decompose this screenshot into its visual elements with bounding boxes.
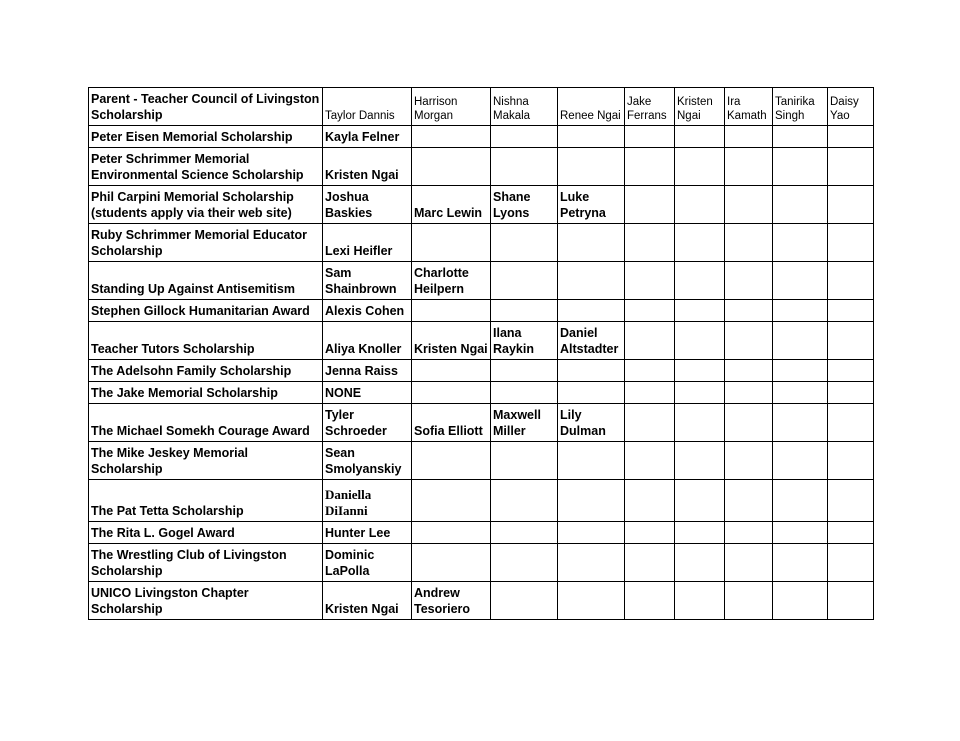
winner-cell	[491, 262, 558, 300]
award-name-cell: The Pat Tetta Scholarship	[89, 480, 323, 522]
winner-cell	[625, 360, 675, 382]
header-name-cell: Harrison Morgan	[412, 88, 491, 126]
winner-cell	[558, 582, 625, 620]
winner-cell	[558, 382, 625, 404]
winner-cell	[773, 224, 828, 262]
header-name-cell: Tanirika Singh	[773, 88, 828, 126]
winner-cell: Sofia Elliott	[412, 404, 491, 442]
award-name-cell: The Rita L. Gogel Award	[89, 522, 323, 544]
winner-cell	[773, 544, 828, 582]
winner-cell: Marc Lewin	[412, 186, 491, 224]
table-row	[89, 582, 874, 620]
header-name-cell: Kristen Ngai	[675, 88, 725, 126]
winner-cell	[773, 148, 828, 186]
winner-cell	[412, 442, 491, 480]
winner-cell	[558, 360, 625, 382]
header-name-cell: Jake Ferrans	[625, 88, 675, 126]
winner-cell	[773, 382, 828, 404]
winner-cell	[491, 382, 558, 404]
winner-cell	[675, 300, 725, 322]
winner-cell	[675, 360, 725, 382]
winner-cell	[625, 442, 675, 480]
winner-cell	[675, 322, 725, 360]
award-name-cell: Ruby Schrimmer Memorial Educator Scholarship	[89, 224, 323, 262]
winner-cell	[828, 582, 874, 620]
winner-cell	[625, 262, 675, 300]
award-name-cell: Peter Eisen Memorial Scholarship	[89, 126, 323, 148]
winner-cell	[675, 224, 725, 262]
winner-cell	[773, 582, 828, 620]
winner-cell	[725, 480, 773, 522]
winner-cell	[412, 480, 491, 522]
winner-cell	[828, 262, 874, 300]
winner-cell	[828, 126, 874, 148]
winner-cell	[773, 480, 828, 522]
winner-cell	[625, 582, 675, 620]
winner-cell	[725, 522, 773, 544]
table-row	[89, 480, 874, 522]
winner-cell: Ilana Raykin	[491, 322, 558, 360]
winner-cell	[491, 544, 558, 582]
winner-cell	[828, 148, 874, 186]
winner-cell	[773, 186, 828, 224]
winner-cell: Kayla Felner	[323, 126, 412, 148]
winner-cell: Sam Shainbrown	[323, 262, 412, 300]
winner-cell	[773, 442, 828, 480]
award-name-cell: The Wrestling Club of Livingston Scholarship	[89, 544, 323, 582]
winner-cell	[558, 126, 625, 148]
winner-cell	[675, 126, 725, 148]
winner-cell	[828, 544, 874, 582]
winner-cell	[675, 544, 725, 582]
award-name-cell: UNICO Livingston Chapter Scholarship	[89, 582, 323, 620]
winner-cell	[625, 322, 675, 360]
winner-cell	[675, 442, 725, 480]
winner-cell: Kristen Ngai	[412, 322, 491, 360]
winner-cell	[558, 544, 625, 582]
winner-cell	[491, 126, 558, 148]
winner-cell	[725, 322, 773, 360]
winner-cell	[773, 300, 828, 322]
winner-cell	[558, 224, 625, 262]
table-row	[89, 522, 874, 544]
header-name-cell: Renee Ngai	[558, 88, 625, 126]
award-name-cell: The Adelsohn Family Scholarship	[89, 360, 323, 382]
winner-cell	[725, 126, 773, 148]
table-row	[89, 148, 874, 186]
table-row	[89, 544, 874, 582]
winner-cell	[675, 148, 725, 186]
winner-cell	[491, 224, 558, 262]
winner-cell: Aliya Knoller	[323, 322, 412, 360]
winner-cell	[412, 360, 491, 382]
award-name-cell: The Mike Jeskey Memorial Scholarship	[89, 442, 323, 480]
header-name-cell: Taylor Dannis	[323, 88, 412, 126]
winner-cell	[412, 382, 491, 404]
winner-cell	[828, 224, 874, 262]
winner-cell	[773, 126, 828, 148]
winner-cell	[773, 522, 828, 544]
winner-cell	[773, 322, 828, 360]
table-row	[89, 404, 874, 442]
winner-cell: Lexi Heifler	[323, 224, 412, 262]
table-row	[89, 300, 874, 322]
award-name-cell: Peter Schrimmer Memorial Environmental Science Scholarship	[89, 148, 323, 186]
winner-cell	[491, 442, 558, 480]
winner-cell	[625, 382, 675, 404]
winner-cell	[412, 300, 491, 322]
winner-cell	[725, 186, 773, 224]
winner-cell	[828, 186, 874, 224]
winner-cell	[625, 404, 675, 442]
winner-cell: Tyler Schroeder	[323, 404, 412, 442]
table-row	[89, 382, 874, 404]
scholarship-table	[88, 87, 874, 620]
table-row	[89, 442, 874, 480]
winner-cell: Daniel Altstadter	[558, 322, 625, 360]
winner-cell	[725, 360, 773, 382]
winner-cell	[828, 442, 874, 480]
winner-cell	[773, 404, 828, 442]
table-row	[89, 262, 874, 300]
winner-cell	[412, 148, 491, 186]
winner-cell	[412, 522, 491, 544]
header-title-cell: Parent - Teacher Council of Livingston Scholarship	[89, 88, 323, 126]
winner-cell	[491, 300, 558, 322]
winner-cell	[828, 300, 874, 322]
award-name-cell: Stephen Gillock Humanitarian Award	[89, 300, 323, 322]
winner-cell: Lily Dulman	[558, 404, 625, 442]
award-name-cell: Standing Up Against Antisemitism	[89, 262, 323, 300]
winner-cell	[725, 404, 773, 442]
winner-cell	[828, 360, 874, 382]
winner-cell	[725, 382, 773, 404]
winner-cell	[558, 262, 625, 300]
award-name-cell: Phil Carpini Memorial Scholarship (students apply via their web site)	[89, 186, 323, 224]
winner-cell	[675, 522, 725, 544]
winner-cell	[558, 148, 625, 186]
winner-cell	[625, 522, 675, 544]
winner-cell	[625, 126, 675, 148]
winner-cell: Kristen Ngai	[323, 148, 412, 186]
winner-cell	[491, 360, 558, 382]
winner-cell: NONE	[323, 382, 412, 404]
table-row	[89, 126, 874, 148]
winner-cell	[725, 148, 773, 186]
table-row	[89, 224, 874, 262]
winner-cell: Kristen Ngai	[323, 582, 412, 620]
winner-cell	[675, 480, 725, 522]
header-name-cell: Daisy Yao	[828, 88, 874, 126]
header-row	[89, 88, 874, 126]
winner-cell	[675, 382, 725, 404]
winner-cell	[625, 186, 675, 224]
winner-cell	[558, 300, 625, 322]
winner-cell: Daniella DiIanni	[323, 480, 412, 522]
winner-cell	[675, 262, 725, 300]
winner-cell	[625, 544, 675, 582]
winner-cell: Luke Petryna	[558, 186, 625, 224]
winner-cell	[558, 480, 625, 522]
table-row	[89, 186, 874, 224]
winner-cell	[491, 582, 558, 620]
winner-cell	[725, 442, 773, 480]
winner-cell	[412, 126, 491, 148]
winner-cell	[625, 148, 675, 186]
winner-cell: Joshua Baskies	[323, 186, 412, 224]
winner-cell	[773, 360, 828, 382]
winner-cell	[412, 544, 491, 582]
winner-cell	[828, 322, 874, 360]
winner-cell	[675, 404, 725, 442]
winner-cell	[773, 262, 828, 300]
winner-cell: Shane Lyons	[491, 186, 558, 224]
winner-cell	[625, 300, 675, 322]
winner-cell	[725, 582, 773, 620]
winner-cell	[558, 522, 625, 544]
winner-cell	[828, 522, 874, 544]
winner-cell	[491, 480, 558, 522]
winner-cell	[412, 224, 491, 262]
winner-cell	[828, 382, 874, 404]
winner-cell	[491, 522, 558, 544]
winner-cell	[675, 582, 725, 620]
header-name-cell: Nishna Makala	[491, 88, 558, 126]
winner-cell	[725, 300, 773, 322]
winner-cell	[625, 224, 675, 262]
winner-cell: Andrew Tesoriero	[412, 582, 491, 620]
winner-cell	[725, 262, 773, 300]
winner-cell	[491, 148, 558, 186]
table-row	[89, 360, 874, 382]
award-name-cell: The Michael Somekh Courage Award	[89, 404, 323, 442]
winner-cell: Dominic LaPolla	[323, 544, 412, 582]
winner-cell: Charlotte Heilpern	[412, 262, 491, 300]
award-name-cell: Teacher Tutors Scholarship	[89, 322, 323, 360]
winner-cell: Alexis Cohen	[323, 300, 412, 322]
header-name-cell: Ira Kamath	[725, 88, 773, 126]
award-name-cell: The Jake Memorial Scholarship	[89, 382, 323, 404]
winner-cell	[725, 224, 773, 262]
table-row	[89, 322, 874, 360]
winner-cell: Jenna Raiss	[323, 360, 412, 382]
winner-cell	[625, 480, 675, 522]
winner-cell	[828, 404, 874, 442]
winner-cell	[558, 442, 625, 480]
winner-cell: Hunter Lee	[323, 522, 412, 544]
winner-cell: Sean Smolyanskiy	[323, 442, 412, 480]
winner-cell	[675, 186, 725, 224]
winner-cell	[828, 480, 874, 522]
winner-cell	[725, 544, 773, 582]
winner-cell: Maxwell Miller	[491, 404, 558, 442]
